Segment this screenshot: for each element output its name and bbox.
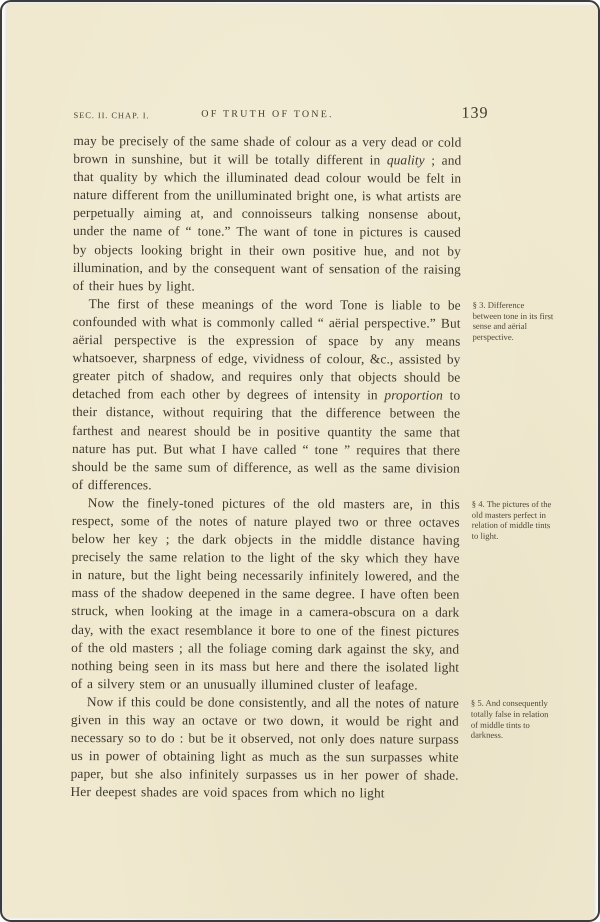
paragraph-row-3 [71,494,554,695]
sidenote-section-3: § 3. Difference between tone in its first sense and aërial perspective. [472,299,554,343]
paragraph-1-italic: quality [386,152,425,168]
sidenote-section-5: § 5. And consequently totally false in relation of middle tints to darkness. [470,697,549,741]
paragraph-1 [73,132,462,297]
running-head [73,105,488,127]
page-number: 139 [461,104,489,122]
paragraph-row-1 [73,132,556,297]
paragraph-3-text: Now the finely-toned pictures of the old masters are, in this respect, some of the notes of nature played two or three octaves below her key ; the dark objects in the middle distance having precisely the same relation to the light of the sky which they have in nature, but the light being necessarily infinitely lowered, and the mass of the shadow deepened in the same degree. I have often been struck, when looking at the image in a camera-obscura on a dark day, with the exact resemblance it bore to one of the finest pictures of the old masters ; all the foliage coming dark against the sky, and nothing being seen in its mass but here and there the isolated light of a silvery stem or an unusually illumined cluster of leafage. [70,494,460,693]
sidenote-section-4: § 4. The pictures of the old masters perfect in relation of middle tints to light. [471,498,552,542]
paragraph-2-text-cont: to their distance, without requiring that the difference between the farthest and nearest should be in positive quantity the same that nature has put. But what I have called “ tone ” requires that there should be the same sum of difference, as well as the same division of differences. [71,387,461,493]
sidenote-empty [473,134,555,137]
running-head-section: SEC. II. CHAP. I. [73,110,150,121]
page-body [71,132,556,804]
paragraph-3 [71,494,460,695]
book-page [3,4,598,920]
paragraph-4 [71,693,459,803]
paragraph-2-italic: proportion [384,387,444,403]
paragraph-2 [72,295,461,496]
paragraph-1-text-cont: ; and that quality by which the illuminated dead colour would be felt in nature different from the unilluminated bright one, is what artists are perpetually aiming at, and connoisseurs talking nonsense about, under the name of “ tone.” The want of tone in pictures is caused by objects looking bright in their own positive hue, and not by illumination, and by the consequent want of sensation of the raising of their hues by light. [72,152,462,294]
paragraph-2-text: The first of these meanings of the word Tone is liable to be confounded with what is commonly called “ aërial perspective.” But aërial perspective is the expression of space by any means whatsoever, sharpness of edge, vividness of colour, &c., assisted by greater pitch of shadow, and requires only that objects should be detached from each other by degrees of intensity in [72,295,461,403]
paragraph-4-text: Now if this could be done consistently, and all the notes of nature given in this way an octave or two down, it would be right and necessary so to do : but be it observed, not only does nature surpass us in power of obtaining light as much as the sun surpasses white paper, but she also infinitely surpasses us in her power of shade. Her deepest shades are void spaces from which no light [70,693,459,801]
paragraph-1-text: may be precisely of the same shade of colour as a very dead or cold brown in sunshine, but it will be totally different in [73,133,462,168]
running-head-title: OF TRUTH OF TONE. [201,108,334,121]
paragraph-row-4 [71,693,553,804]
paragraph-row-2 [72,295,555,496]
